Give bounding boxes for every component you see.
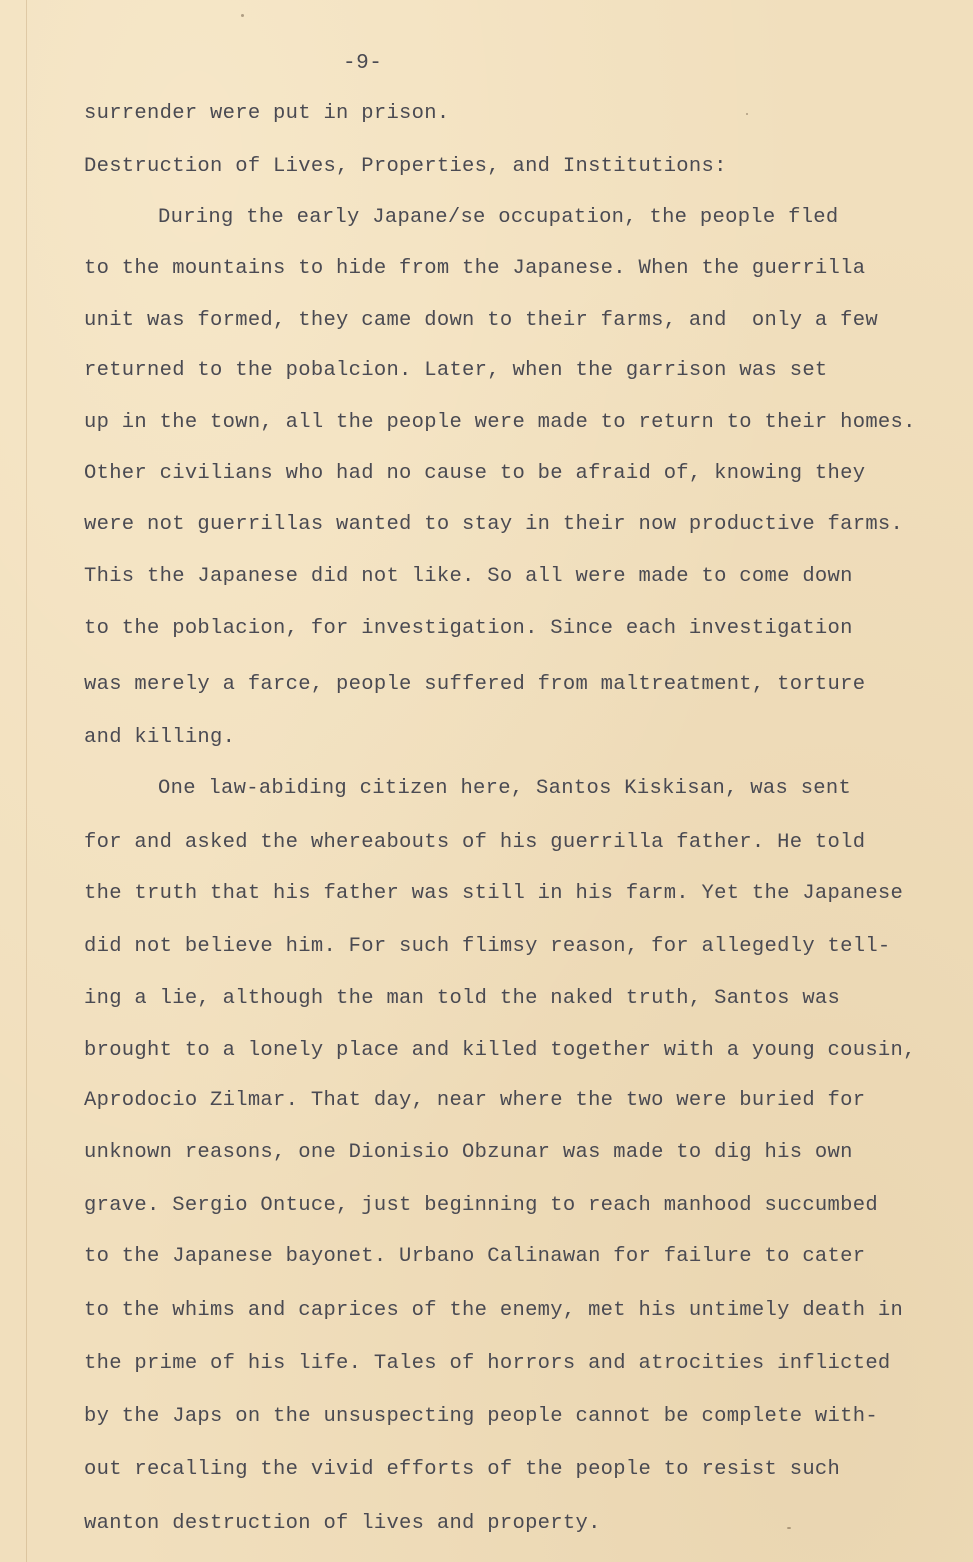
text-line: This the Japanese did not like. So all were made to come down	[84, 565, 853, 588]
text-line: and killing.	[84, 726, 236, 749]
text-line: unit was formed, they came down to their farms, and only a few	[84, 309, 878, 332]
text-line: Aprodocio Zilmar. That day, near where the two were buried for	[84, 1089, 866, 1112]
paper-speck	[746, 113, 748, 115]
text-line: did not believe him. For such flimsy reason, for allegedly tell-	[84, 935, 891, 958]
section-heading: Destruction of Lives, Properties, and Institutions:	[84, 155, 727, 178]
text-line: grave. Sergio Ontuce, just beginning to reach manhood succumbed	[84, 1194, 878, 1217]
text-line: was merely a farce, people suffered from maltreatment, torture	[84, 673, 866, 696]
text-line: brought to a lonely place and killed together with a young cousin,	[84, 1039, 916, 1062]
text-line: were not guerrillas wanted to stay in their now productive farms.	[84, 513, 904, 536]
text-line: to the Japanese bayonet. Urbano Calinawan for failure to cater	[84, 1245, 866, 1268]
text-line: surrender were put in prison.	[84, 102, 450, 125]
text-line: for and asked the whereabouts of his guerrilla father. He told	[84, 831, 866, 854]
text-line: by the Japs on the unsuspecting people cannot be complete with-	[84, 1405, 878, 1428]
text-line: One law-abiding citizen here, Santos Kiskisan, was sent	[158, 777, 852, 800]
paper-fold-line	[26, 0, 27, 1562]
text-line: the prime of his life. Tales of horrors and atrocities inflicted	[84, 1352, 891, 1375]
text-line: During the early Japane/se occupation, the people fled	[158, 206, 839, 229]
text-line: unknown reasons, one Dionisio Obzunar was made to dig his own	[84, 1141, 853, 1164]
text-line: wanton destruction of lives and property.	[84, 1512, 601, 1535]
text-line: Other civilians who had no cause to be afraid of, knowing they	[84, 462, 866, 485]
text-line: ing a lie, although the man told the naked truth, Santos was	[84, 987, 841, 1010]
paper-speck	[241, 14, 244, 17]
text-line: the truth that his father was still in his farm. Yet the Japanese	[84, 882, 904, 905]
text-line: to the mountains to hide from the Japanese. When the guerrilla	[84, 257, 866, 280]
paper-speck	[787, 1527, 791, 1529]
text-line: to the poblacion, for investigation. Since each investigation	[84, 617, 853, 640]
page-number: -9-	[343, 52, 383, 75]
text-line: out recalling the vivid efforts of the people to resist such	[84, 1458, 841, 1481]
text-line: returned to the pobalcion. Later, when the garrison was set	[84, 359, 828, 382]
text-line: to the whims and caprices of the enemy, met his untimely death in	[84, 1299, 904, 1322]
text-line: up in the town, all the people were made to return to their homes.	[84, 411, 916, 434]
